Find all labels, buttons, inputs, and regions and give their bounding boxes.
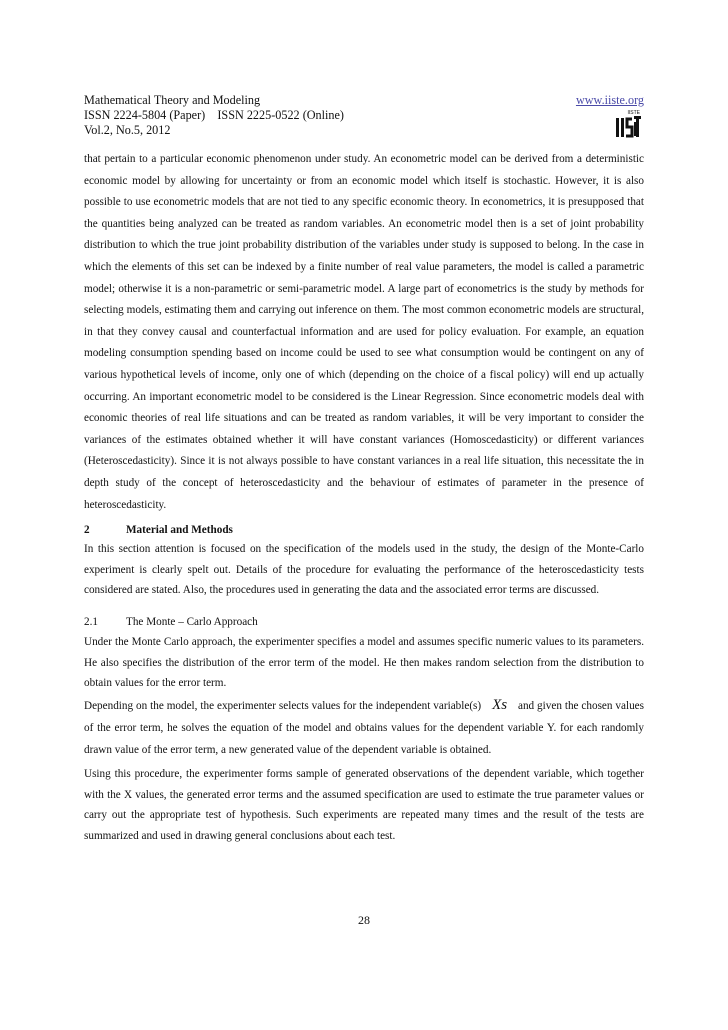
- iiste-logo-icon: [615, 108, 642, 138]
- paragraph-2-before: Depending on the model, the experimenter selects values for the independent variable(s): [84, 700, 482, 712]
- journal-title: Mathematical Theory and Modeling: [84, 93, 261, 107]
- section-2-paragraph: In this section attention is focused on the specification of the models used in the study, the design of the Monte-Carlo experiment is clearly spelt out. Details of the procedure for evaluating the performance of the heteroscedasticity tests considered are stated. Also, the procedures used in generating the data and the associated error terms are discussed.: [84, 543, 644, 597]
- section-2-1-paragraph-1: Under the Monte Carlo approach, the experimenter specifies a model and assumes specific numeric values to its parameters. He also specifies the distribution of the error term of the model. He then makes random selection from the distribution to obtain values for the error term.: [84, 636, 644, 690]
- section-2-1-title: The Monte – Carlo Approach: [126, 616, 258, 628]
- section-2-title: Material and Methods: [126, 524, 233, 536]
- section-2-1-paragraph-3: Using this procedure, the experimenter forms sample of generated observations of the dependent variable, which together with the X values, the generated error terms and the assumed specification are used to estimate the true parameter values or carry out the appropriate test of hypothesis. Such experiments are repeated many times and the result of the tests are summarized and used in drawing general conclusions about each test.: [84, 768, 644, 842]
- section-2-1-paragraph-2: [84, 694, 644, 761]
- journal-issn: ISSN 2224-5804 (Paper) ISSN 2225-0522 (Online): [84, 108, 344, 122]
- section-2-1-heading: [84, 616, 644, 628]
- page-number: 28: [358, 913, 370, 927]
- section-2-1-number: 2.1: [84, 616, 98, 628]
- logo-text: IISTE: [627, 110, 640, 116]
- journal-header: [84, 93, 344, 138]
- paragraph-2-after: and given the chosen values of the error term, he solves the equation of the model and obtains values for the dependent variable Y. for each randomly drawn value of the error term, a new generated value of the dependent variable is obtained.: [84, 700, 644, 756]
- journal-volume: Vol.2, No.5, 2012: [84, 123, 171, 137]
- journal-url-block: [576, 93, 644, 108]
- journal-url-link[interactable]: www.iiste.org: [575, 93, 644, 107]
- xs-symbol: Xs: [492, 697, 508, 713]
- section-2-number: 2: [84, 524, 90, 536]
- intro-paragraph: that pertain to a particular economic phenomenon under study. An econometric model can be derived from a deterministic economic model by allowing for uncertainty or from an economic model which itself is stochastic. However, it is also possible to use econometric models that are not tied to any specific economic theory. In econometrics, it is presupposed that the quantities being analyzed can be treated as random variables. An econometric model then is a set of joint probability distribution to which the true joint probability distribution of the variables under study is supposed to belong. In the case in which the elements of this set can be indexed by a finite number of real value parameters, the model is called a parametric model; otherwise it is a non-parametric or semi-parametric model. A large part of econometrics is the study by methods for selecting models, estimating them and carrying out inference on them. The most common econometric models are structural, in that they convey causal and counterfactual information and are used for policy evaluation. For example, an equation modeling consumption spending based on income could be used to see what consumption would be contingent on any of various hypothetical levels of income, only one of which (depending on the choice of a fiscal policy) will end up actually occurring. An important econometric model to be considered is the Linear Regression. Since econometric models deal with economic theories of real life situations and can be treated as random variables, it will be very important to consider the variances of the estimates obtained whether it will have constant variances (Homoscedasticity) or different variances (Heteroscedasticity). Since it is not always possible to have constant variances in a real life situation, this necessitate the in depth study of the concept of heteroscedasticity and the behaviour of estimates of parameter in the presence of heteroscedasticity.: [84, 153, 644, 511]
- section-2-heading: [84, 524, 644, 536]
